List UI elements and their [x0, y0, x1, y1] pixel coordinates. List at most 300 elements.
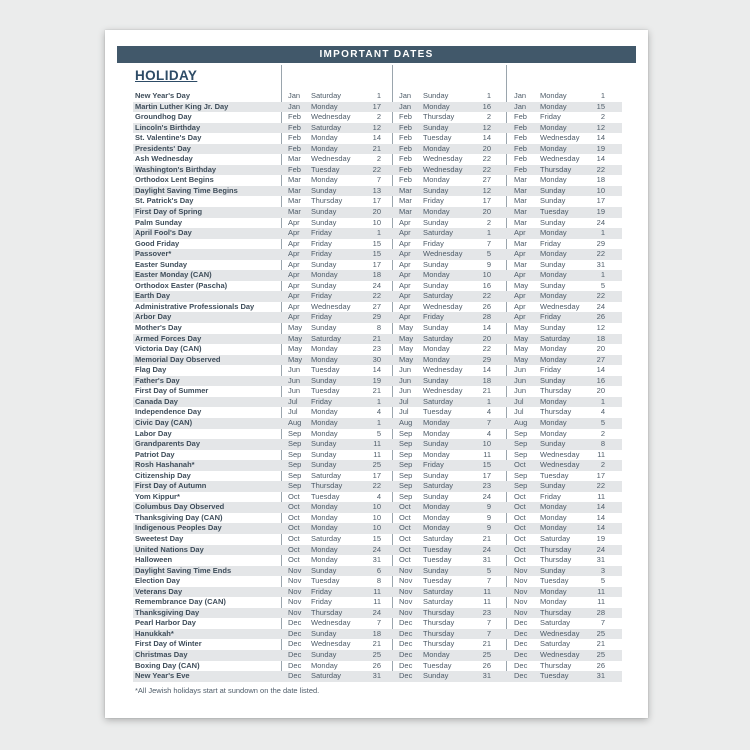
day-year1: 21	[372, 639, 381, 649]
weekday-year3: Thursday	[540, 660, 572, 670]
weekday-year1: Sunday	[311, 460, 337, 470]
month-year3: Jun	[514, 375, 527, 385]
day-year1: 12	[372, 122, 381, 132]
table-row	[133, 618, 622, 629]
day-year2: 22	[482, 291, 491, 301]
column-gap	[381, 471, 399, 482]
month-year2: Dec	[399, 649, 413, 659]
column-gap	[491, 618, 514, 629]
column-gap	[491, 639, 514, 650]
weekday-year2: Wednesday	[423, 249, 463, 259]
column-gap	[281, 133, 288, 144]
month-year1: Sep	[288, 460, 302, 470]
holiday-name: Daylight Saving Time Begins	[135, 185, 238, 195]
holiday-name: Ash Wednesday	[135, 154, 193, 164]
day-year3: 15	[596, 101, 605, 111]
holiday-name: Father's Day	[135, 375, 180, 385]
month-year3: Dec	[514, 660, 528, 670]
weekday-year3: Thursday	[540, 164, 572, 174]
month-year3: May	[514, 344, 529, 354]
day-year3: 1	[600, 396, 605, 406]
day-year3: 14	[596, 512, 605, 522]
column-gap	[491, 112, 514, 123]
month-year2: Apr	[399, 238, 411, 248]
column-gap	[491, 439, 514, 450]
column-gap	[281, 460, 288, 471]
column-gap	[281, 566, 288, 577]
table-row	[133, 334, 622, 345]
column-gap	[281, 418, 288, 429]
weekday-year1: Monday	[311, 523, 338, 533]
day-year3: 25	[596, 628, 605, 638]
weekday-year3: Thursday	[540, 555, 572, 565]
day-year2: 21	[482, 533, 491, 543]
footnote: *All Jewish holidays start at sundown on the date listed.	[135, 686, 320, 695]
table-row	[133, 218, 622, 229]
month-year3: Aug	[514, 417, 528, 427]
month-year3: Mar	[514, 196, 527, 206]
table-row	[133, 587, 622, 598]
column-gap	[381, 165, 399, 176]
column-gap	[491, 196, 514, 207]
column-gap	[491, 291, 514, 302]
month-year3: Oct	[514, 512, 526, 522]
month-year3: Sep	[514, 439, 528, 449]
weekday-year2: Friday	[423, 312, 444, 322]
day-year2: 31	[482, 555, 491, 565]
day-year1: 13	[372, 185, 381, 195]
day-year1: 24	[372, 607, 381, 617]
day-year1: 10	[372, 217, 381, 227]
day-year2: 12	[482, 122, 491, 132]
month-year2: Oct	[399, 502, 411, 512]
month-year2: Feb	[399, 175, 412, 185]
day-year1: 8	[376, 323, 381, 333]
column-gap	[491, 661, 514, 672]
weekday-year1: Friday	[311, 238, 332, 248]
weekday-year3: Monday	[540, 354, 567, 364]
month-year3: Jun	[514, 365, 527, 375]
month-year3: Mar	[514, 207, 527, 217]
month-year1: Oct	[288, 533, 300, 543]
column-gap	[381, 608, 399, 619]
weekday-year1: Friday	[311, 291, 332, 301]
month-year1: Feb	[288, 143, 301, 153]
month-year1: Mar	[288, 196, 301, 206]
month-year1: Dec	[288, 649, 302, 659]
holiday-name: Patriot Day	[135, 449, 175, 459]
weekday-year2: Sunday	[423, 280, 449, 290]
table-row	[133, 196, 622, 207]
month-year2: Dec	[399, 671, 413, 681]
column-gap	[491, 312, 514, 323]
day-year2: 23	[482, 607, 491, 617]
holiday-name: Daylight Saving Time Ends	[135, 565, 232, 575]
day-year3: 1	[600, 91, 605, 100]
column-gap	[281, 175, 288, 186]
month-year1: Sep	[288, 428, 302, 438]
column-gap	[281, 334, 288, 345]
column-gap	[281, 618, 288, 629]
day-year1: 7	[376, 175, 381, 185]
table-row	[133, 249, 622, 260]
month-year1: May	[288, 344, 303, 354]
month-year2: Apr	[399, 270, 411, 280]
column-gap	[281, 608, 288, 619]
month-year3: Feb	[514, 154, 527, 164]
weekday-year2: Friday	[423, 460, 444, 470]
day-year3: 5	[600, 576, 605, 586]
column-gap	[281, 228, 288, 239]
holiday-name: Veterans Day	[135, 586, 183, 596]
table-row	[133, 661, 622, 672]
weekday-year1: Friday	[311, 312, 332, 322]
day-year2: 9	[486, 512, 491, 522]
month-year1: May	[288, 354, 303, 364]
day-year2: 1	[486, 91, 491, 100]
column-gap	[491, 471, 514, 482]
weekday-year2: Sunday	[423, 259, 449, 269]
weekday-year1: Monday	[311, 512, 338, 522]
weekday-year1: Sunday	[311, 565, 337, 575]
holiday-name: New Year's Day	[135, 91, 191, 100]
holiday-name: Orthodox Lent Begins	[135, 175, 214, 185]
column-gap	[491, 650, 514, 661]
day-year1: 8	[376, 576, 381, 586]
table-row	[133, 502, 622, 513]
weekday-year3: Tuesday	[540, 671, 569, 681]
day-year3: 26	[596, 312, 605, 322]
column-gap	[281, 513, 288, 524]
day-year1: 22	[372, 164, 381, 174]
weekday-year3: Thursday	[540, 407, 572, 417]
weekday-year2: Tuesday	[423, 576, 452, 586]
day-year1: 10	[372, 523, 381, 533]
month-year1: Dec	[288, 660, 302, 670]
month-year2: Feb	[399, 112, 412, 122]
month-year1: Dec	[288, 639, 302, 649]
weekday-year3: Sunday	[540, 280, 566, 290]
weekday-year1: Monday	[311, 270, 338, 280]
column-gap	[281, 429, 288, 440]
table-row	[133, 281, 622, 292]
table-row	[133, 418, 622, 429]
holiday-name: Martin Luther King Jr. Day	[135, 101, 229, 111]
month-year3: Mar	[514, 175, 527, 185]
holiday-name: April Fool's Day	[135, 228, 192, 238]
day-year1: 11	[373, 597, 381, 607]
month-year2: Oct	[399, 523, 411, 533]
column-gap	[281, 671, 288, 682]
day-year3: 4	[600, 407, 605, 417]
table-row	[133, 365, 622, 376]
column-gap	[491, 376, 514, 387]
holiday-name: Mother's Day	[135, 323, 182, 333]
weekday-year1: Monday	[311, 660, 338, 670]
weekday-year3: Monday	[540, 175, 567, 185]
table-row	[133, 450, 622, 461]
weekday-year3: Friday	[540, 365, 561, 375]
weekday-year1: Saturday	[311, 122, 342, 132]
day-year2: 20	[482, 143, 491, 153]
weekday-year2: Friday	[423, 238, 444, 248]
holiday-name: Orthodox Easter (Pascha)	[135, 280, 228, 290]
month-year2: Mar	[399, 185, 412, 195]
day-year2: 9	[486, 502, 491, 512]
weekday-year3: Tuesday	[540, 207, 569, 217]
day-year1: 11	[373, 449, 381, 459]
table-row	[133, 545, 622, 556]
weekday-year2: Thursday	[423, 112, 455, 122]
column-gap	[281, 355, 288, 366]
day-year1: 1	[376, 396, 381, 406]
column-gap	[491, 175, 514, 186]
weekday-year3: Sunday	[540, 375, 566, 385]
month-year3: Jul	[514, 396, 524, 406]
month-year3: Jan	[514, 91, 527, 100]
month-year2: Dec	[399, 639, 413, 649]
column-gap	[491, 239, 514, 250]
weekday-year3: Monday	[540, 101, 567, 111]
month-year2: Feb	[399, 133, 412, 143]
weekday-year3: Monday	[540, 597, 567, 607]
column-gap	[281, 165, 288, 176]
column-gap	[281, 471, 288, 482]
table-row	[133, 407, 622, 418]
column-gap	[491, 407, 514, 418]
month-year2: Feb	[399, 164, 412, 174]
day-year3: 11	[597, 449, 605, 459]
holiday-name: Labor Day	[135, 428, 172, 438]
weekday-year3: Thursday	[540, 607, 572, 617]
weekday-year1: Monday	[311, 502, 338, 512]
day-year2: 5	[486, 565, 491, 575]
day-year1: 15	[372, 249, 381, 259]
weekday-year1: Tuesday	[311, 365, 340, 375]
month-year3: Dec	[514, 671, 528, 681]
weekday-year3: Sunday	[540, 439, 566, 449]
day-year1: 2	[376, 154, 381, 164]
day-year3: 28	[596, 607, 605, 617]
column-gap	[281, 597, 288, 608]
day-year1: 4	[376, 407, 381, 417]
weekday-year3: Saturday	[540, 533, 571, 543]
weekday-year2: Monday	[423, 428, 450, 438]
weekday-year2: Sunday	[423, 122, 449, 132]
weekday-year1: Wednesday	[311, 154, 351, 164]
holiday-name: Palm Sunday	[135, 217, 183, 227]
column-gap	[281, 376, 288, 387]
table-row	[133, 123, 622, 134]
day-year1: 18	[372, 628, 381, 638]
weekday-year2: Monday	[423, 523, 450, 533]
weekday-year2: Wednesday	[423, 154, 463, 164]
column-gap	[281, 523, 288, 534]
month-year3: Feb	[514, 133, 527, 143]
column-gap	[381, 555, 399, 566]
month-year1: Oct	[288, 523, 300, 533]
month-year2: Sep	[399, 439, 413, 449]
column-gap	[491, 397, 514, 408]
column-gap	[381, 228, 399, 239]
column-gap	[491, 133, 514, 144]
weekday-year3: Monday	[540, 523, 567, 533]
holiday-name: United Nations Day	[135, 544, 204, 554]
day-year1: 21	[372, 333, 381, 343]
month-year2: Sep	[399, 428, 413, 438]
column-gap	[281, 154, 288, 165]
month-year3: Jan	[514, 101, 527, 111]
weekday-year2: Saturday	[423, 533, 454, 543]
table-row	[133, 312, 622, 323]
weekday-year1: Thursday	[311, 196, 343, 206]
day-year2: 4	[486, 428, 491, 438]
month-year2: May	[399, 344, 414, 354]
table-row	[133, 239, 622, 250]
day-year2: 17	[482, 470, 491, 480]
month-year2: Apr	[399, 280, 411, 290]
month-year1: Jun	[288, 386, 301, 396]
day-year2: 24	[482, 544, 491, 554]
holiday-name: Christmas Day	[135, 649, 188, 659]
weekday-year2: Wednesday	[423, 164, 463, 174]
month-year1: Oct	[288, 512, 300, 522]
column-gap	[381, 386, 399, 397]
month-year3: Mar	[514, 259, 527, 269]
weekday-year2: Wednesday	[423, 301, 463, 311]
weekday-year3: Monday	[540, 91, 567, 100]
month-year1: Dec	[288, 671, 302, 681]
day-year1: 1	[376, 417, 381, 427]
day-year1: 15	[372, 533, 381, 543]
holiday-name: Grandparents Day	[135, 439, 201, 449]
column-gap	[381, 239, 399, 250]
weekday-year3: Saturday	[540, 639, 571, 649]
day-year1: 15	[372, 238, 381, 248]
column-gap	[381, 175, 399, 186]
month-year2: Jun	[399, 375, 412, 385]
table-row	[133, 671, 622, 682]
column-gap	[491, 260, 514, 271]
month-year3: Apr	[514, 249, 526, 259]
day-year2: 16	[482, 280, 491, 290]
day-year3: 1	[600, 270, 605, 280]
weekday-year3: Monday	[540, 502, 567, 512]
day-year2: 22	[482, 344, 491, 354]
month-year3: Nov	[514, 607, 528, 617]
month-year1: Apr	[288, 312, 300, 322]
table-row	[133, 439, 622, 450]
day-year3: 17	[596, 196, 605, 206]
holiday-name: Thanksgiving Day	[135, 607, 200, 617]
weekday-year1: Sunday	[311, 217, 337, 227]
month-year2: Apr	[399, 228, 411, 238]
column-gap	[281, 260, 288, 271]
month-year2: Apr	[399, 301, 411, 311]
holiday-name: Good Friday	[135, 238, 180, 248]
month-year3: Nov	[514, 565, 528, 575]
day-year1: 11	[373, 439, 381, 449]
column-gap	[281, 492, 288, 503]
column-gap	[281, 239, 288, 250]
weekday-year2: Sunday	[423, 185, 449, 195]
column-gap	[491, 671, 514, 682]
weekday-year2: Monday	[423, 143, 450, 153]
month-year3: Sep	[514, 470, 528, 480]
month-year3: Oct	[514, 502, 526, 512]
column-gap	[491, 597, 514, 608]
column-gap	[381, 639, 399, 650]
day-year1: 30	[372, 354, 381, 364]
day-year3: 11	[597, 586, 605, 596]
table-row	[133, 523, 622, 534]
column-gap	[281, 123, 288, 134]
column-gap	[381, 281, 399, 292]
weekday-year1: Friday	[311, 396, 332, 406]
weekday-year2: Wednesday	[423, 365, 463, 375]
month-year2: Dec	[399, 618, 413, 628]
month-year3: Jul	[514, 407, 524, 417]
column-gap	[281, 407, 288, 418]
month-year2: Oct	[399, 544, 411, 554]
column-gap	[491, 523, 514, 534]
weekday-year1: Thursday	[311, 481, 343, 491]
table-row	[133, 555, 622, 566]
month-year2: Sep	[399, 449, 413, 459]
column-gap	[281, 281, 288, 292]
weekday-year2: Saturday	[423, 597, 454, 607]
holiday-name: Easter Sunday	[135, 259, 188, 269]
month-year1: Mar	[288, 207, 301, 217]
day-year3: 24	[596, 301, 605, 311]
weekday-year2: Saturday	[423, 228, 454, 238]
month-year2: May	[399, 333, 414, 343]
weekday-year1: Monday	[311, 101, 338, 111]
holiday-name: Passover*	[135, 249, 172, 259]
weekday-year2: Tuesday	[423, 407, 452, 417]
month-year2: Jan	[399, 91, 412, 100]
month-year1: Nov	[288, 597, 302, 607]
weekday-year3: Monday	[540, 344, 567, 354]
table-row	[133, 386, 622, 397]
day-year3: 18	[596, 333, 605, 343]
holiday-name: Yom Kippur*	[135, 491, 180, 501]
day-year3: 29	[596, 238, 605, 248]
weekday-year2: Friday	[423, 196, 444, 206]
day-year1: 25	[372, 649, 381, 659]
day-year3: 20	[596, 344, 605, 354]
month-year2: Mar	[399, 207, 412, 217]
weekday-year2: Sunday	[423, 491, 449, 501]
weekday-year1: Friday	[311, 597, 332, 607]
holiday-name: Independence Day	[135, 407, 202, 417]
month-year1: Nov	[288, 565, 302, 575]
column-gap	[381, 597, 399, 608]
weekday-year1: Tuesday	[311, 576, 340, 586]
day-year2: 9	[486, 259, 491, 269]
day-year2: 17	[482, 196, 491, 206]
month-year2: Jul	[399, 407, 409, 417]
weekday-year2: Sunday	[423, 470, 449, 480]
weekday-year3: Monday	[540, 512, 567, 522]
column-gap	[381, 207, 399, 218]
month-year2: Apr	[399, 249, 411, 259]
holiday-name: Earth Day	[135, 291, 171, 301]
holiday-name: Arbor Day	[135, 312, 172, 322]
month-year2: Apr	[399, 217, 411, 227]
day-year3: 22	[596, 249, 605, 259]
column-gap	[281, 397, 288, 408]
